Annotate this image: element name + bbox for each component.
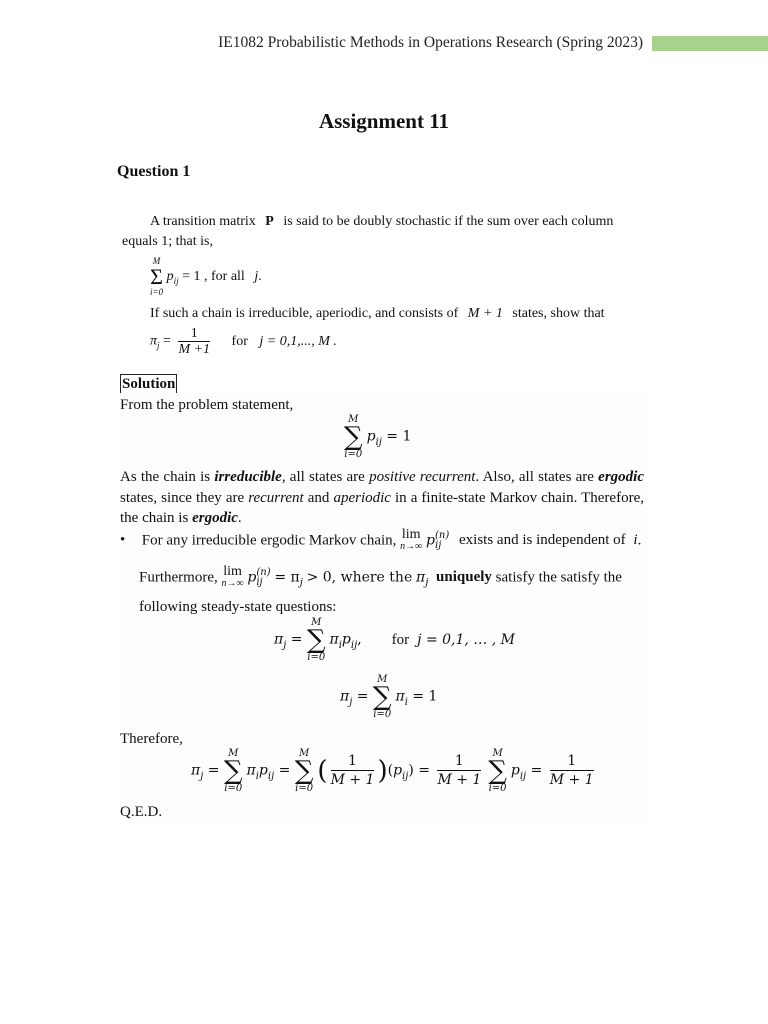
equation-normalization: $\pi_j$ = M ∑ i=0 $\pi_i = 1$ (340, 674, 438, 720)
therefore-label: Therefore, (120, 731, 183, 747)
sum-symbol: M ∑ i=0 (306, 617, 326, 663)
furthermore-line: Furthermore, lim n→∞ p (n) ij = $\pi_j > 0$, where the $\pi_j$ uniquely satisfy the satisfy the (139, 564, 622, 589)
equation-steady-state: $\pi_j$ = M ∑ i=0 $\pi_ip_{ij}$, for j = 0,1, … , M (274, 617, 515, 663)
sum-symbol: M ∑ i=0 (488, 748, 507, 794)
header-accent-bar (652, 36, 768, 51)
qed-label: Q.E.D. (120, 804, 163, 820)
sum-symbol: M Σ i=0 (150, 256, 164, 297)
fraction: $\frac{1}{M + 1}$ (549, 753, 594, 788)
solution-intro: From the problem statement, (120, 397, 294, 413)
limit-expression: lim n→∞ (221, 564, 244, 589)
fraction: $\frac{1}{M + 1}$ (330, 753, 375, 788)
sum-symbol: M ∑ i=0 (344, 414, 363, 460)
sum-symbol: M ∑ i=0 (372, 674, 392, 720)
problem-intro: A transition matrix P is said to be doubly stochastic if the sum over each column equals 1; that is, (122, 214, 614, 249)
fraction: $\frac{1}{M + 1}$ (437, 753, 482, 788)
assignment-title: Assignment 11 (318, 109, 450, 133)
sum-symbol: M ∑ i=0 (294, 748, 314, 794)
bullet-item: • For any irreducible ergodic Markov chain, lim n→∞ p (n) ij exists and is independent of i. (120, 527, 642, 552)
limit-expression: lim n→∞ (400, 527, 423, 552)
problem-equation-1: M Σ i=0 $p_{ij} = 1$ , for all j. (150, 256, 262, 297)
solution-label: Solution (122, 376, 176, 392)
equation-column-sum: M ∑ i=0 $p_{ij} = 1$ (344, 414, 412, 460)
sum-symbol: M ∑ i=0 (223, 748, 243, 794)
fraction: $\frac{1}{M +1}$ (178, 326, 211, 357)
steady-state-intro: following steady-state questions: (139, 599, 337, 615)
problem-line-2: If such a chain is irreducible, aperiodic, and consists of M + 1 states, show that (150, 306, 605, 321)
problem-statement (122, 212, 642, 357)
problem-target-equation: $\pi_j$ = $\frac{1}{M +1}$ for j = 0,1,..., M . (150, 326, 337, 357)
equation-conclusion: $\pi_j$ = M ∑ i=0 $\pi_ip_{ij}$ = M ∑ i=0 ( $\frac{1}{M + 1}$ )$(p_{ij})$ = $\frac{1}{M + 1}$ M ∑ i=0 $p_{ij}$ = $\frac{1}{M + 1}$ (191, 748, 594, 794)
solution-paragraph: As the chain is irreducible, all states are positive recurrent. Also, all states are ergodic states, since they are recurrent and aperiodic in a finite-state Markov chain. Therefore, the chain is ergodic. (120, 469, 644, 526)
course-header: IE1082 Probabilistic Methods in Operations Research (Spring 2023) (218, 34, 643, 51)
question-heading: Question 1 (117, 163, 191, 180)
